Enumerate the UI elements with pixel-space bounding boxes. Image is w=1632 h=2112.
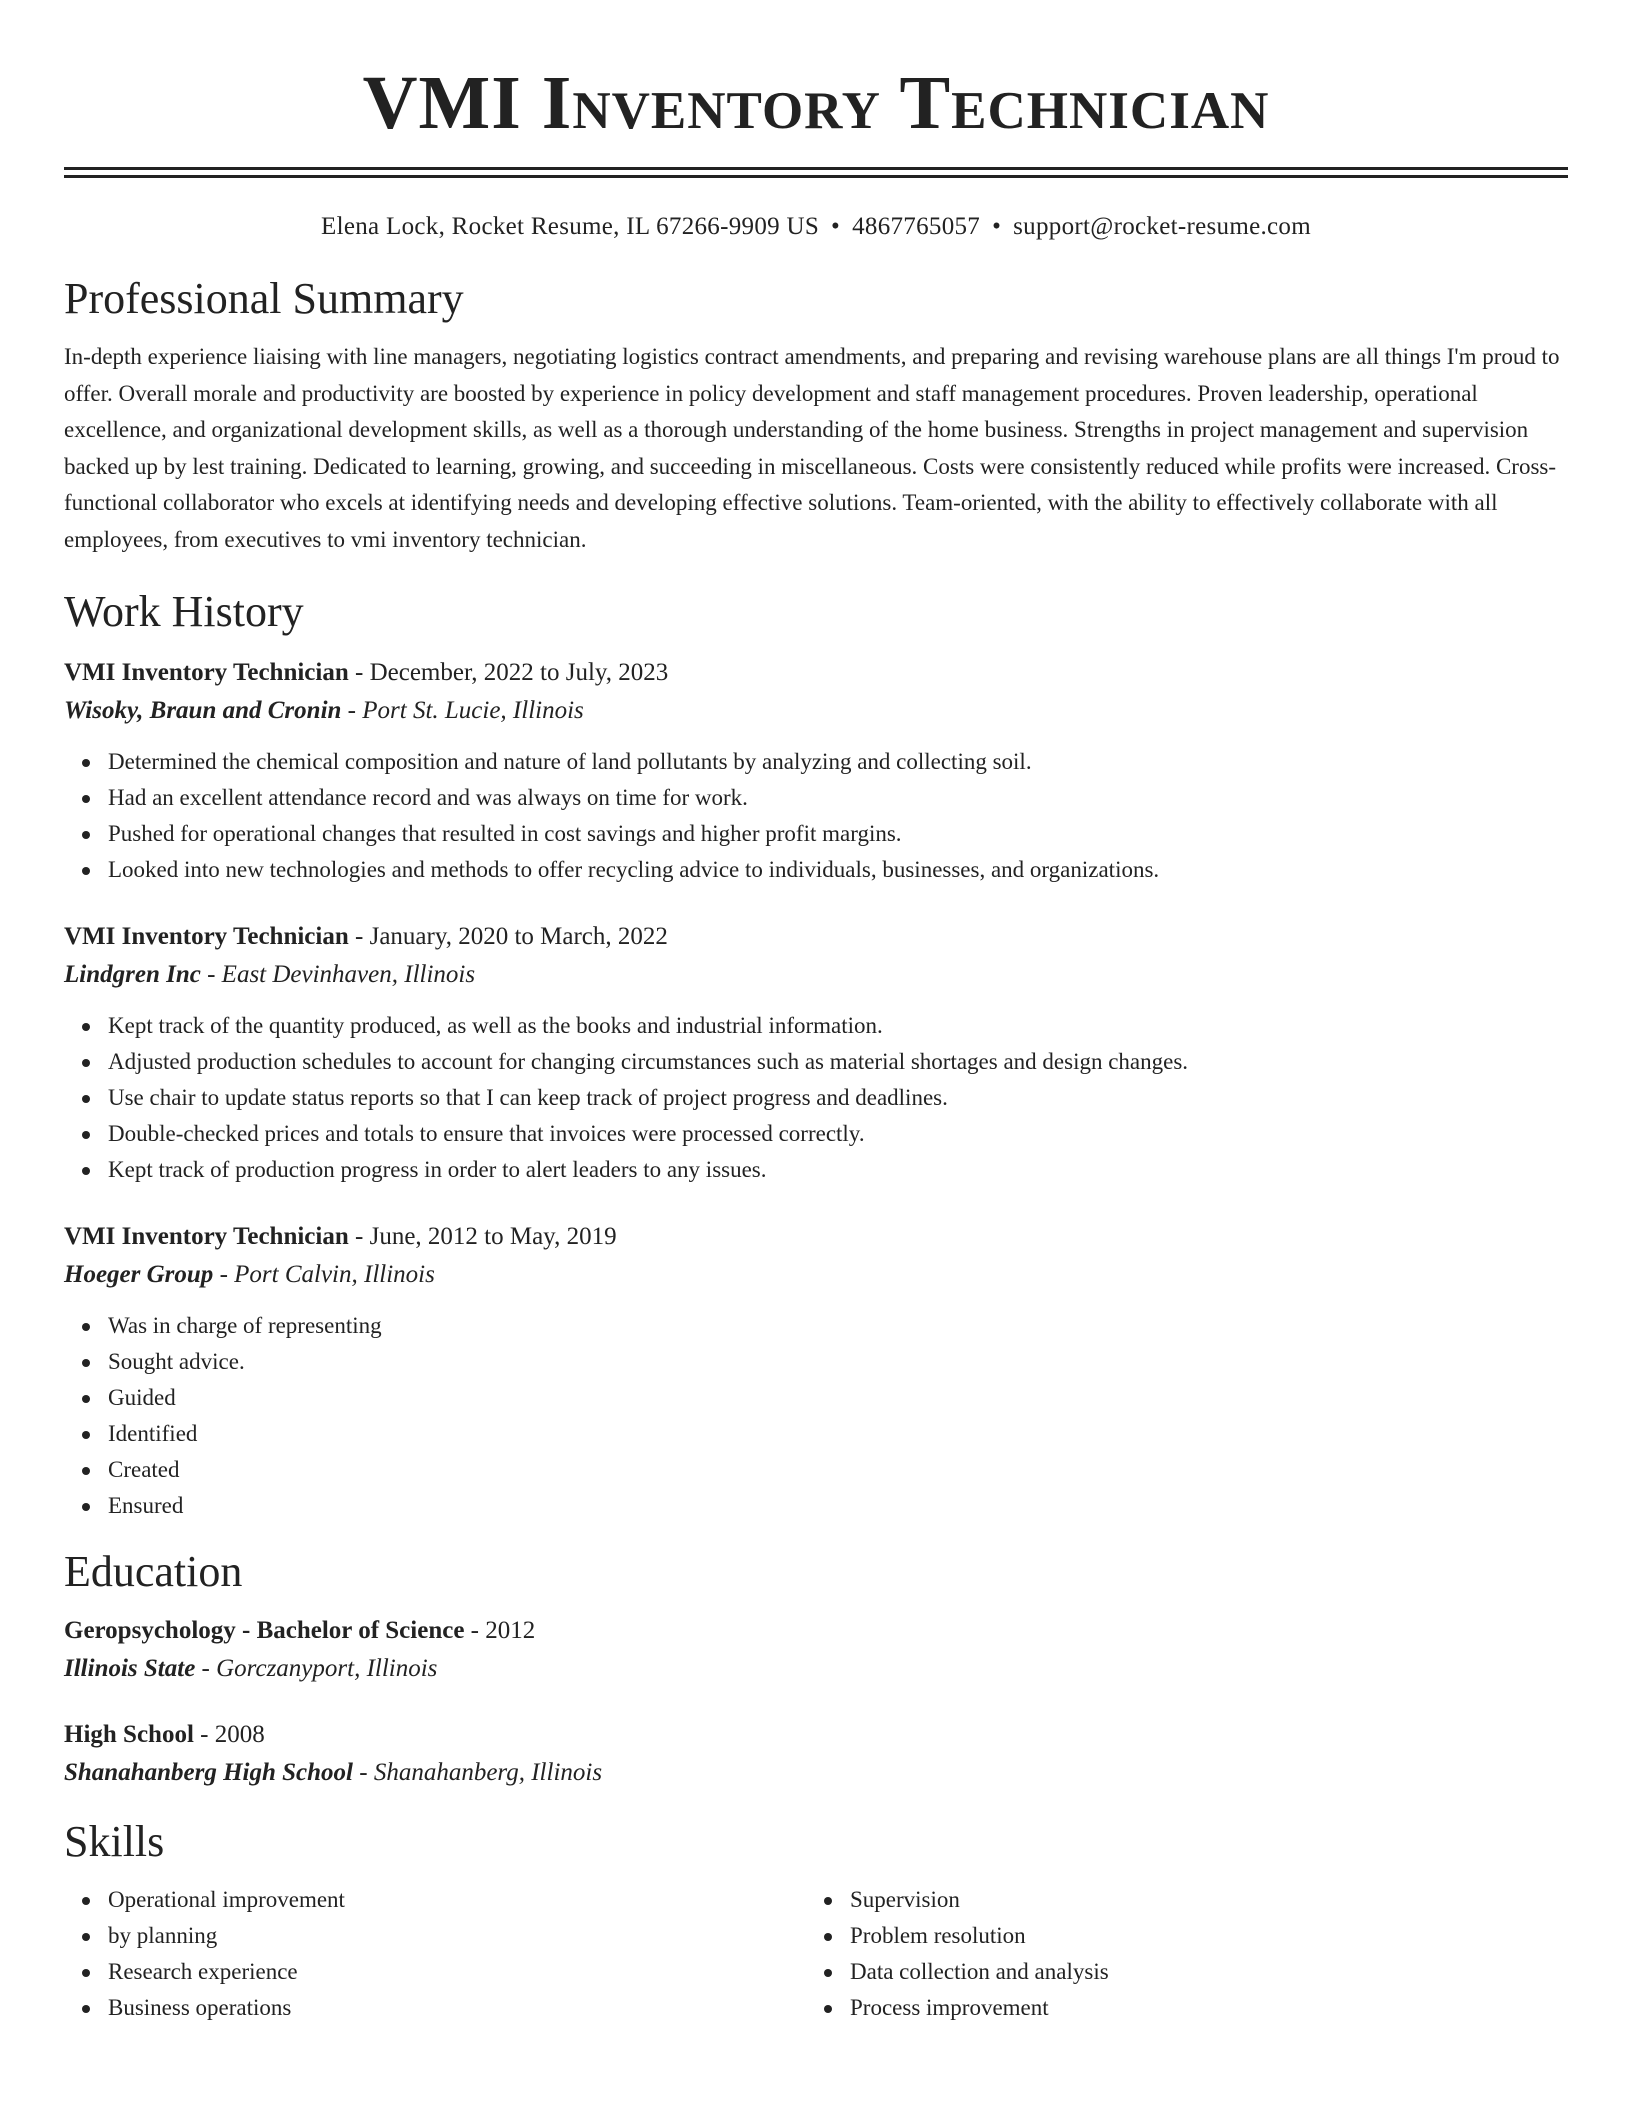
- job-bullets: [64, 744, 1568, 888]
- job-location: - East Devinhaven, Illinois: [200, 961, 476, 988]
- job-bullet: Kept track of production progress in order to alert leaders to any issues.: [108, 1152, 1568, 1188]
- job-bullets: [64, 1308, 1568, 1524]
- job-company-line: [64, 1258, 1568, 1292]
- skill-item: Data collection and analysis: [850, 1954, 1548, 1990]
- skill-item: Supervision: [850, 1882, 1548, 1918]
- title-double-rule: [64, 167, 1568, 178]
- job-header: [64, 1220, 1568, 1254]
- job-company: Lindgren Inc: [64, 961, 201, 988]
- job-role: VMI Inventory Technician: [64, 1223, 349, 1250]
- job-location: - Port Calvin, Illinois: [213, 1261, 435, 1288]
- job-company: Hoeger Group: [64, 1261, 214, 1288]
- education-heading: Education: [64, 1547, 243, 1596]
- summary-heading: Professional Summary: [64, 274, 464, 323]
- education-school: Shanahanberg High School: [64, 1759, 353, 1786]
- contact-line: [64, 211, 1568, 243]
- job-entry: [64, 920, 1568, 1188]
- skills-bullets: [64, 1882, 806, 2026]
- job-dates: - December, 2022 to July, 2023: [348, 659, 669, 686]
- skill-item: Problem resolution: [850, 1918, 1548, 1954]
- education-location: - Shanahanberg, Illinois: [353, 1759, 603, 1786]
- job-bullet: Created: [108, 1452, 1568, 1488]
- job-company: Wisoky, Braun and Cronin: [64, 697, 342, 724]
- job-role: VMI Inventory Technician: [64, 659, 349, 686]
- summary-text: In-depth experience liaising with line managers, negotiating logistics contract amendments, and preparing and revising warehouse plans are all things I'm proud to offer. Overall morale and productivity are boosted by experience in policy development and staff management procedures. Proven leadership, operational excellence, and organizational development skills, as well as a thorough understanding of the home business. Strengths in project management and supervision backed up by lest training. Dedicated to learning, growing, and succeeding in miscellaneous. Costs were consistently reduced while profits were increased. Cross-functional collaborator who excels at identifying needs and developing effective solutions. Team-oriented, with the ability to effectively collaborate with all employees, from executives to vmi inventory technician.: [64, 344, 1560, 552]
- education-entry: [64, 1718, 1568, 1790]
- job-bullet: Identified: [108, 1416, 1568, 1452]
- job-bullet: Double-checked prices and totals to ensure that invoices were processed correctly.: [108, 1116, 1568, 1152]
- job-bullet: Ensured: [108, 1488, 1568, 1524]
- contact-separator: •: [992, 213, 1002, 240]
- job-header: [64, 656, 1568, 690]
- job-bullet: Pushed for operational changes that resulted in cost savings and higher profit margins.: [108, 816, 1568, 852]
- job-location: - Port St. Lucie, Illinois: [341, 697, 584, 724]
- work-history-heading: Work History: [64, 587, 304, 636]
- education-year: - 2012: [464, 1617, 536, 1644]
- skills-column-left: [64, 1882, 806, 2026]
- job-company-line: [64, 694, 1568, 728]
- skill-item: by planning: [108, 1918, 806, 1954]
- job-bullet: Use chair to update status reports so that I can keep track of project progress and deadlines.: [108, 1080, 1568, 1116]
- contact-address: Elena Lock, Rocket Resume, IL 67266-9909 US: [321, 213, 820, 240]
- education-school-line: [64, 1756, 1568, 1790]
- job-bullet: Kept track of the quantity produced, as well as the books and industrial information.: [108, 1008, 1568, 1044]
- job-bullets: [64, 1008, 1568, 1188]
- education-year: - 2008: [193, 1721, 265, 1748]
- job-bullet: Guided: [108, 1380, 1568, 1416]
- job-header: [64, 920, 1568, 954]
- education-school: Illinois State: [64, 1655, 196, 1682]
- job-dates: - January, 2020 to March, 2022: [348, 923, 668, 950]
- education-degree: Geropsychology - Bachelor of Science: [64, 1617, 465, 1644]
- skill-item: Process improvement: [850, 1990, 1548, 2026]
- education-header: [64, 1718, 1568, 1752]
- job-company-line: [64, 958, 1568, 992]
- job-dates: - June, 2012 to May, 2019: [348, 1223, 617, 1250]
- job-role: VMI Inventory Technician: [64, 923, 349, 950]
- job-entry: [64, 1220, 1568, 1524]
- job-bullet: Had an excellent attendance record and was always on time for work.: [108, 780, 1568, 816]
- job-bullet: Looked into new technologies and methods to offer recycling advice to individuals, businesses, and organizations.: [108, 852, 1568, 888]
- skill-item: Business operations: [108, 1990, 806, 2026]
- skills-heading: Skills: [64, 1817, 165, 1866]
- education-school-line: [64, 1652, 1568, 1686]
- job-bullet: Was in charge of representing: [108, 1308, 1568, 1344]
- education-location: - Gorczanyport, Illinois: [195, 1655, 438, 1682]
- skills-list: [64, 1882, 1568, 2026]
- job-bullet: Determined the chemical composition and nature of land pollutants by analyzing and collecting soil.: [108, 744, 1568, 780]
- job-bullet: Adjusted production schedules to account for changing circumstances such as material shortages and design changes.: [108, 1044, 1568, 1080]
- skills-bullets: [806, 1882, 1548, 2026]
- contact-email: support@rocket-resume.com: [1013, 213, 1311, 240]
- education-entry: [64, 1614, 1568, 1686]
- contact-phone: 4867765057: [852, 213, 981, 240]
- job-bullet: Sought advice.: [108, 1344, 1568, 1380]
- education-degree: High School: [64, 1721, 194, 1748]
- skills-column-right: [806, 1882, 1548, 2026]
- education-header: [64, 1614, 1568, 1648]
- skill-item: Operational improvement: [108, 1882, 806, 1918]
- job-entry: [64, 656, 1568, 888]
- skill-item: Research experience: [108, 1954, 806, 1990]
- resume-title: VMI Inventory Technician: [362, 61, 1270, 145]
- contact-separator: •: [831, 213, 841, 240]
